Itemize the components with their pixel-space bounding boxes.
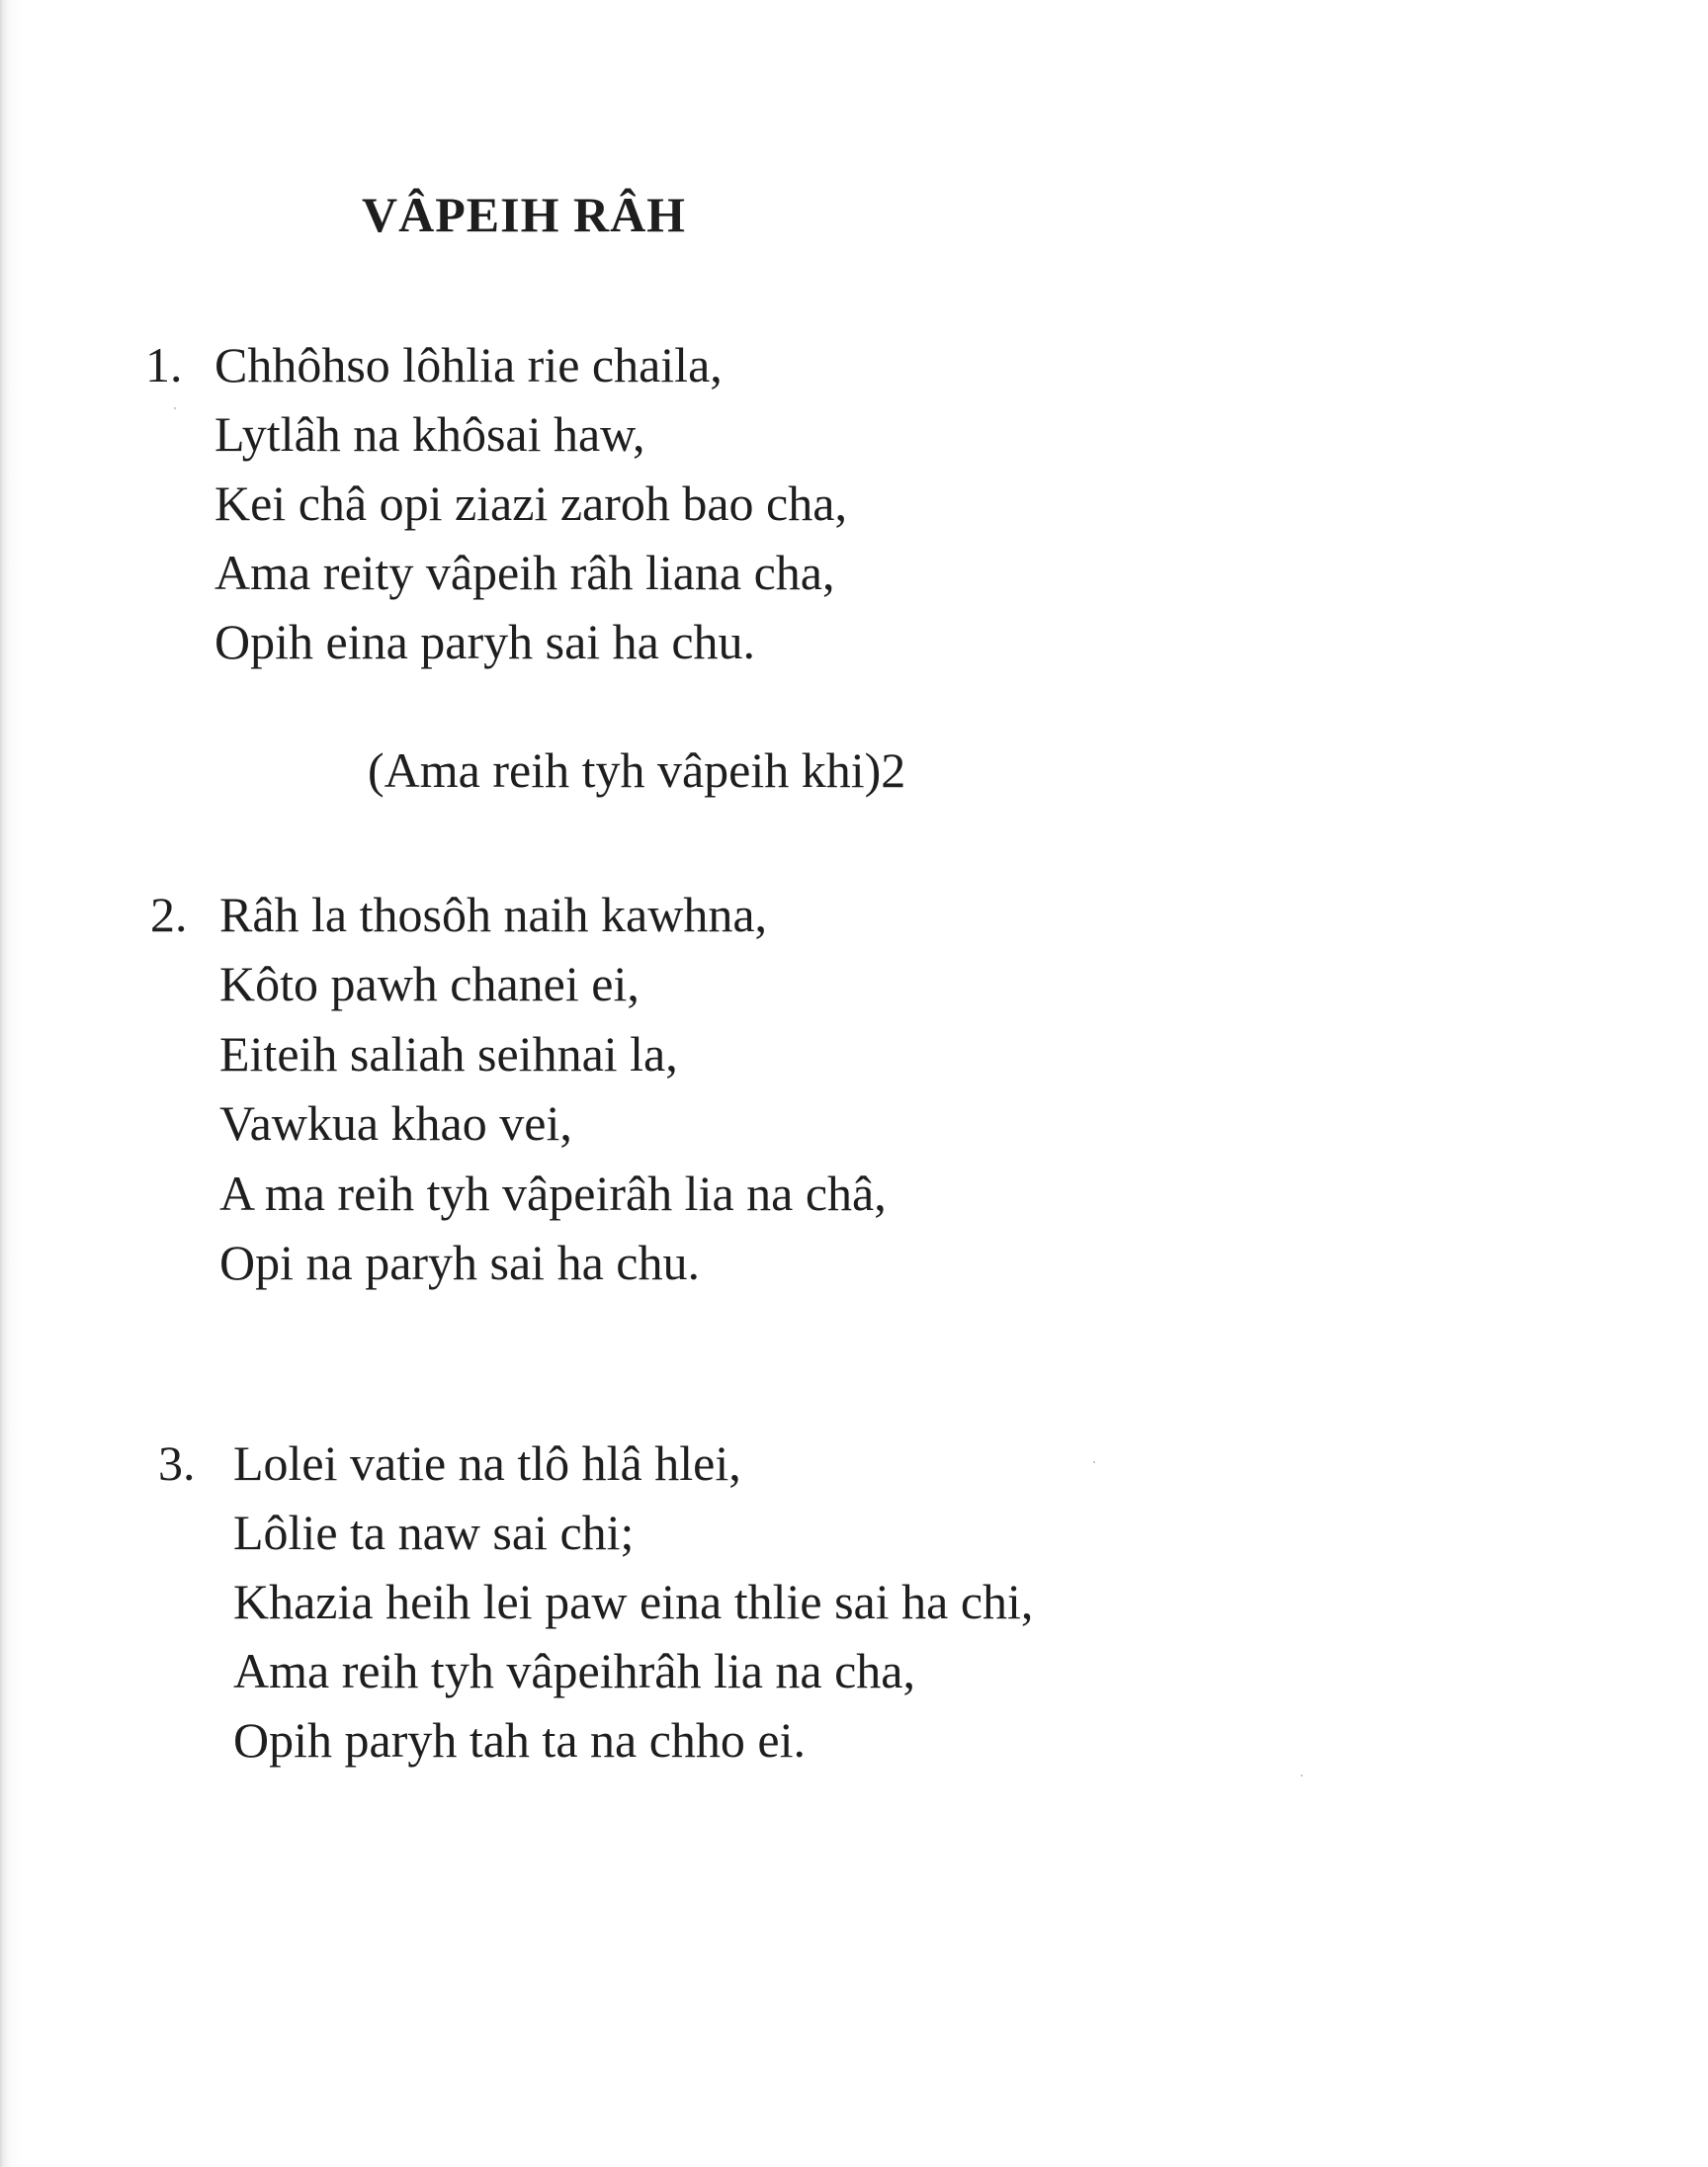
verse-number: 2. [150, 887, 188, 942]
verse-line: Kei châ opi ziazi zaroh bao cha, [214, 476, 847, 531]
refrain: (Ama reih tyh vâpeih khi)2 [368, 742, 906, 798]
verse-line: Chhôhso lôhlia rie chaila, [214, 337, 723, 392]
verse-line: Ama reity vâpeih râh liana cha, [214, 545, 835, 600]
verse-line: Lôlie ta naw sai chi; [233, 1505, 635, 1560]
verse-number: 3. [158, 1435, 196, 1491]
verse-line: Râh la thosôh naih kawhna, [219, 887, 768, 942]
verse-line: Opih eina paryh sai ha chu. [214, 614, 756, 669]
verse-lines [214, 330, 847, 676]
scan-speck [174, 407, 176, 409]
verse-line: Opi na paryh sai ha chu. [219, 1235, 700, 1291]
scan-speck [1093, 1461, 1095, 1463]
verse-line: Opih paryh tah ta na chho ei. [233, 1712, 806, 1768]
verse-line: Khazia heih lei paw eina thlie sai ha chi, [233, 1574, 1034, 1629]
verse-line: Kôto pawh chanei ei, [219, 956, 640, 1012]
verse-lines [233, 1429, 1033, 1775]
verse-line: Lytlâh na khôsai haw, [214, 406, 645, 462]
scan-speck [1301, 1775, 1303, 1777]
verse-line: Lolei vatie na tlô hlâ hlei, [233, 1435, 741, 1491]
verse-line: Eiteih saliah seihnai la, [219, 1025, 678, 1082]
verse-line: Ama reih tyh vâpeihrâh lia na cha, [233, 1643, 915, 1698]
verse-line: A ma reih tyh vâpeirâh lia na châ, [219, 1165, 887, 1221]
song-title: VÂPEIH RÂH [362, 187, 687, 242]
verse-number: 1. [145, 337, 183, 392]
verse-lines [219, 880, 887, 1297]
verse-line: Vawkua khao vei, [219, 1095, 572, 1152]
